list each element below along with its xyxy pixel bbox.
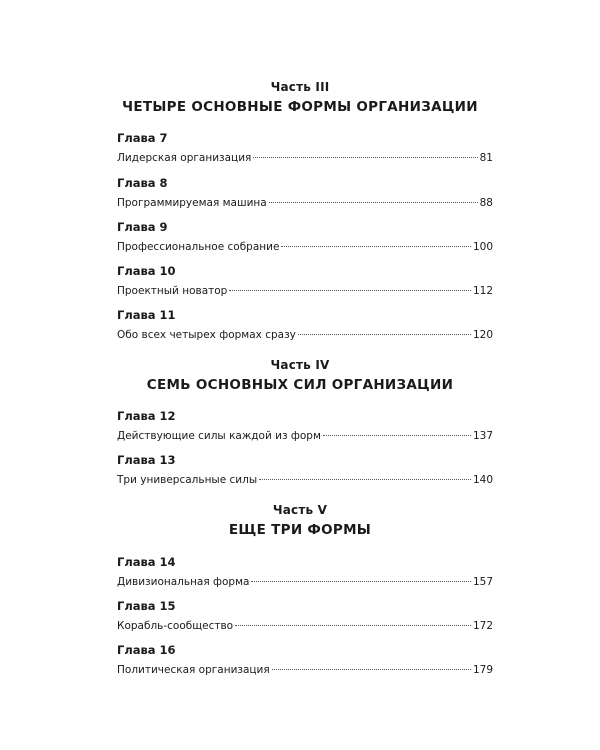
dot-leader <box>259 479 471 480</box>
chapter-row <box>117 619 493 633</box>
chapter-row <box>117 575 493 589</box>
chapter-label: Глава 16 <box>117 643 176 657</box>
dot-leader <box>253 157 477 158</box>
dot-leader <box>281 246 471 247</box>
part-heading <box>110 503 490 539</box>
chapter-title: Профессиональное собрание <box>117 241 280 253</box>
chapter-title: Три универсальные силы <box>117 474 258 486</box>
dot-leader <box>229 290 471 291</box>
part-title: ЧЕТЫРЕ ОСНОВНЫЕ ФОРМЫ ОРГАНИЗАЦИИ <box>122 99 478 115</box>
page-number: 120 <box>472 329 493 341</box>
chapter-row <box>117 328 493 342</box>
chapter-label: Глава 7 <box>117 131 168 145</box>
dot-leader <box>272 669 471 670</box>
chapter-label: Глава 12 <box>117 409 176 423</box>
chapter-label: Глава 8 <box>117 176 168 190</box>
dot-leader <box>323 435 471 436</box>
page-number: 137 <box>472 430 493 442</box>
part-title: ЕЩЕ ТРИ ФОРМЫ <box>228 522 372 538</box>
chapter-title: Действующие силы каждой из форм <box>117 430 321 442</box>
chapter-title: Программируемая машина <box>117 197 267 209</box>
part-heading <box>110 80 490 116</box>
toc-entry[interactable] <box>117 409 493 443</box>
part-label: Часть IV <box>270 358 330 372</box>
chapter-title: Политическая организация <box>117 664 270 676</box>
toc-entry[interactable] <box>117 599 493 633</box>
dot-leader <box>269 202 478 203</box>
chapter-label: Глава 15 <box>117 599 176 613</box>
page-number: 157 <box>472 576 493 588</box>
chapter-label: Глава 13 <box>117 453 176 467</box>
chapter-row <box>117 151 493 165</box>
chapter-row <box>117 429 493 443</box>
part-label: Часть III <box>270 80 330 94</box>
toc-entry[interactable] <box>117 131 493 165</box>
toc-entry[interactable] <box>117 555 493 589</box>
page-number: 179 <box>472 664 493 676</box>
toc-entry[interactable] <box>117 220 493 254</box>
chapter-title: Лидерская организация <box>117 152 252 164</box>
toc-entry[interactable] <box>117 453 493 487</box>
toc-entry[interactable] <box>117 264 493 298</box>
toc-entry[interactable] <box>117 308 493 342</box>
page-number: 140 <box>472 474 493 486</box>
chapter-label: Глава 11 <box>117 308 176 322</box>
page-number: 100 <box>472 241 493 253</box>
chapter-label: Глава 14 <box>117 555 176 569</box>
page-number: 172 <box>472 620 493 632</box>
chapter-title: Дивизиональная форма <box>117 576 250 588</box>
toc-entry[interactable] <box>117 643 493 677</box>
part-title: СЕМЬ ОСНОВНЫХ СИЛ ОРГАНИЗАЦИИ <box>146 377 454 393</box>
dot-leader <box>251 581 471 582</box>
toc-entry[interactable] <box>117 176 493 210</box>
chapter-row <box>117 196 493 210</box>
chapter-label: Глава 9 <box>117 220 168 234</box>
chapter-title: Проектный новатор <box>117 285 228 297</box>
dot-leader <box>235 625 471 626</box>
page-number: 112 <box>472 285 493 297</box>
chapter-row <box>117 284 493 298</box>
dot-leader <box>298 334 471 335</box>
chapter-row <box>117 240 493 254</box>
page-number: 88 <box>479 197 493 209</box>
chapter-row <box>117 473 493 487</box>
chapter-title: Корабль-сообщество <box>117 620 234 632</box>
part-label: Часть V <box>272 503 328 517</box>
part-heading <box>110 358 490 394</box>
chapter-label: Глава 10 <box>117 264 176 278</box>
page-number: 81 <box>479 152 493 164</box>
chapter-row <box>117 663 493 677</box>
chapter-title: Обо всех четырех формах сразу <box>117 329 296 341</box>
